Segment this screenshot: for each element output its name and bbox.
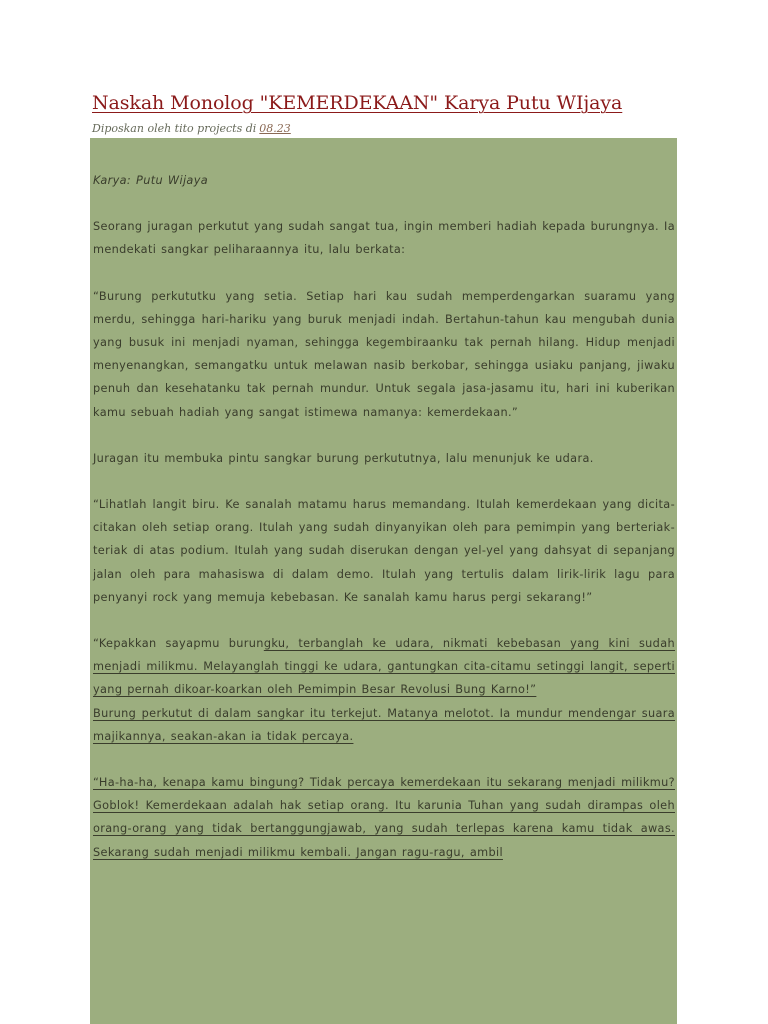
post-title[interactable]: Naskah Monolog "KEMERDEKAAN" Karya Putu WIjaya [92, 92, 623, 114]
post-paragraph: Seorang juragan perkutut yang sudah sangat tua, ingin memberi hadiah kepada burungnya. Ia mendekati sangkar peliharaannya itu, lalu berkata: [93, 220, 675, 257]
post-paragraph [93, 632, 675, 702]
post-paragraph: Burung perkutut di dalam sangkar itu terkejut. Matanya melotot. Ia mundur mendengar suara majikannya, seakan-akan ia tidak percaya. [93, 706, 675, 743]
post-paragraph: “Burung perkututku yang setia. Setiap hari kau sudah memperdengarkan suaramu yang merdu, sehingga hari-hariku yang buruk menjadi indah. Bertahun-tahun kau mengubah dunia yang busuk ini menjadi nyaman, sehingga kegembiraanku tak pernah hilang. Hidup menjadi menyenangkan, semangatku untuk melawan nasib berkobar, sehingga usiaku panjang, jiwaku penuh dan kesehatanku tak pernah mundur. Untuk segala jasa-jasamu itu, hari ini kuberikan kamu sebuah hadiah yang sangat istimewa namanya: kemerdekaan.” [93, 289, 675, 419]
paragraph-plain-part: “Kepakkan sayapmu burun [93, 637, 264, 651]
post-time-link[interactable]: 08.23 [259, 122, 291, 135]
post-paragraph: Juragan itu membuka pintu sangkar burung perkututnya, lalu menunjuk ke udara. [93, 451, 594, 465]
post-body [90, 138, 677, 1024]
byline-prefix: Diposkan oleh tito projects di [92, 122, 257, 135]
paragraph-underlined-part: gku, terbanglah ke udara, nikmati kebebasan yang kini sudah menjadi milikmu. Melayanglah tinggi ke udara, gantungkan cita-citamu setinggi langit, seperti yang pernah dikoar-koarkan oleh Pemimpin Besar Revolusi Bung Karno!” [93, 637, 675, 697]
post-author-line: Karya: Putu Wijaya [93, 174, 209, 187]
post-paragraph: “Ha-ha-ha, kenapa kamu bingung? Tidak percaya kemerdekaan itu sekarang menjadi milikmu? Goblok! Kemerdekaan adalah hak setiap orang. Itu karunia Tuhan yang sudah dirampas oleh orang-orang yang tidak bertanggungjawab, yang sudah terlepas karena kamu tidak awas. Sekarang sudah menjadi milikmu kembali. Jangan ragu-ragu, ambil [93, 776, 675, 859]
post-byline [92, 122, 291, 135]
post-paragraph: “Lihatlah langit biru. Ke sanalah matamu harus memandang. Itulah kemerdekaan yang dicita-citakan oleh setiap orang. Itulah yang sudah dinyanyikan oleh para pemimpin yang berteriak-teriak di atas podium. Itulah yang sudah diserukan dengan yel-yel yang dahsyat di sepanjang jalan oleh para mahasiswa di dalam demo. Itulah yang tertulis dalam lirik-lirik lagu para penyanyi rock yang memuja kebebasan. Ke sanalah kamu harus pergi sekarang!” [93, 498, 675, 604]
